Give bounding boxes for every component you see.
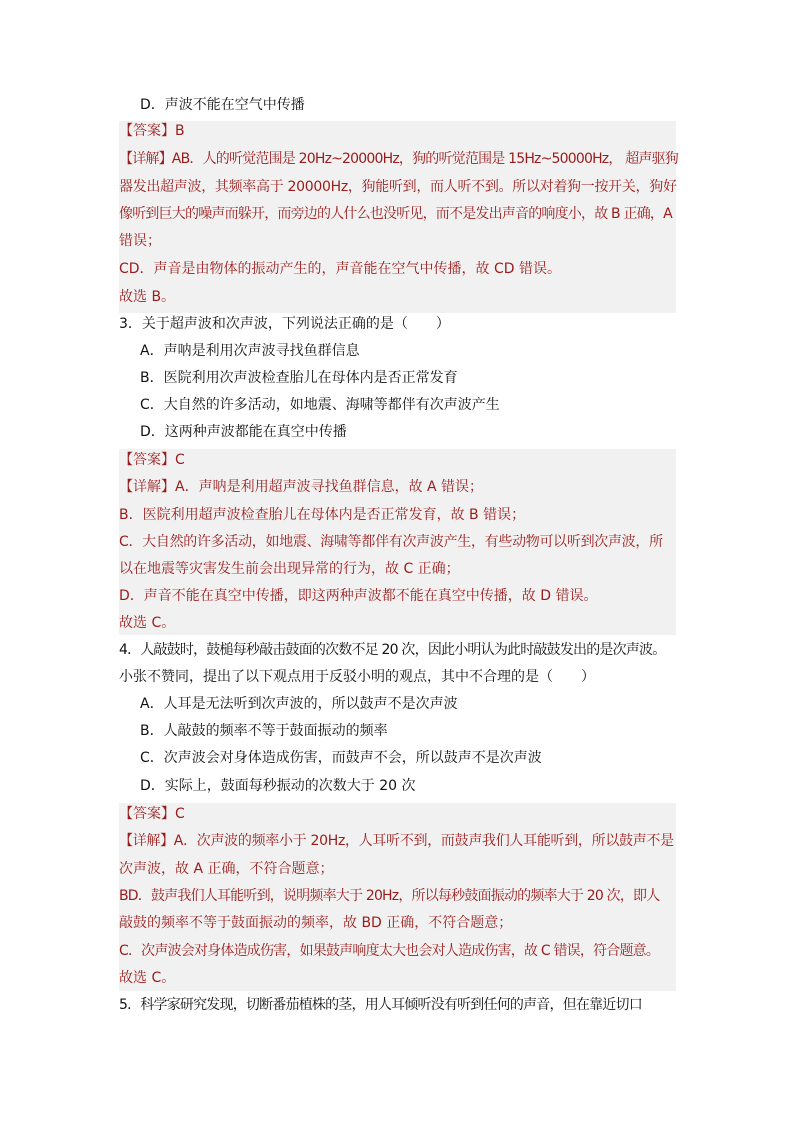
q3-option-b: B．医院利用次声波检查胎儿在母体内是否正常发育 [140,370,458,386]
q5-question: 5．科学家研究发现，切断番茄植株的茎，用人耳倾听没有听到任何的声音，但在靠近切口 [119,997,642,1013]
q2-explanation-line: 错误； [119,233,161,249]
q4-explanation-line: 敲鼓的频率不等于鼓面振动的频率，故 BD 正确，不符合题意； [119,915,513,931]
q4-question-line: 4．人敲鼓时，鼓槌每秒敲击鼓面的次数不足 20 次，因此小明认为此时敲鼓发出的是次声波。 [119,642,666,658]
q2-explanation-line: 故选 B。 [119,289,176,305]
q3-explanation-line: D．声音不能在真空中传播，即这两种声波都不能在真空中传播，故 D 错误。 [119,588,598,604]
q2-explanation-line: 【详解】AB．人的听觉范围是 20Hz~20000Hz，狗的听觉范围是 15Hz~50000Hz， 超声驱狗 [119,151,678,167]
q2-answer-block [119,121,676,313]
q4-answer-block [119,803,676,991]
q4-explanation-line: BD．鼓声我们人耳能听到，说明频率大于 20Hz，所以每秒鼓面振动的频率大于 20 次，即人 [119,888,660,904]
q3-explanation-line: 以在地震等灾害发生前会出现异常的行为，故 C 正确； [119,561,460,577]
q2-explanation-line: 像听到巨大的噪声而躲开，而旁边的人什么也没听见，而不是发出声音的响度小，故 B 正确，A [119,206,672,222]
q3-question: 3．关于超声波和次声波，下列说法正确的是（ ） [119,316,450,332]
q4-explanation-line: 【详解】A．次声波的频率小于 20Hz，人耳听不到，而鼓声我们人耳能听到，所以鼓声不是 [119,833,674,849]
q2-explanation-line: 器发出超声波，其频率高于 20000Hz，狗能听到，而人听不到。所以对着狗一按开关，狗好 [119,179,677,195]
q4-option-c: C．次声波会对身体造成伤害，而鼓声不会，所以鼓声不是次声波 [140,750,542,766]
q3-answer-block [119,449,676,635]
q4-question-line: 小张不赞同，提出了以下观点用于反驳小明的观点，其中不合理的是（ ） [119,669,595,685]
q3-explanation-line: 故选 C。 [119,615,176,631]
q2-answer: 【答案】B [119,123,185,139]
q3-answer: 【答案】C [119,452,185,468]
q4-option-a: A．人耳是无法听到次声波的，所以鼓声不是次声波 [140,696,458,712]
q4-explanation-line: C．次声波会对身体造成伤害，如果鼓声响度太大也会对人造成伤害，故 C 错误，符合题意。 [119,943,660,959]
q3-option-c: C．大自然的许多活动，如地震、海啸等都伴有次声波产生 [140,397,500,413]
q4-explanation-line: 次声波，故 A 正确，不符合题意； [119,861,334,877]
q4-option-b: B．人敲鼓的频率不等于鼓面振动的频率 [140,723,388,739]
q3-option-a: A．声呐是利用次声波寻找鱼群信息 [140,343,360,359]
q3-explanation-line: C．大自然的许多活动，如地震、海啸等都伴有次声波产生，有些动物可以听到次声波，所 [119,534,663,550]
q4-explanation-line: 故选 C。 [119,970,176,986]
q4-option-d: D．实际上，鼓面每秒振动的次数大于 20 次 [140,778,416,794]
q3-explanation-line: 【详解】A．声呐是利用超声波寻找鱼群信息，故 A 错误； [119,479,484,495]
q2-explanation-line: CD．声音是由物体的振动产生的，声音能在空气中传播，故 CD 错误。 [119,261,562,277]
q3-option-d: D．这两种声波都能在真空中传播 [140,424,347,440]
q4-answer: 【答案】C [119,806,185,822]
q2-option-d: D．声波不能在空气中传播 [140,97,305,113]
q3-explanation-line: B．医院利用超声波检查胎儿在母体内是否正常发育，故 B 错误； [119,507,526,523]
